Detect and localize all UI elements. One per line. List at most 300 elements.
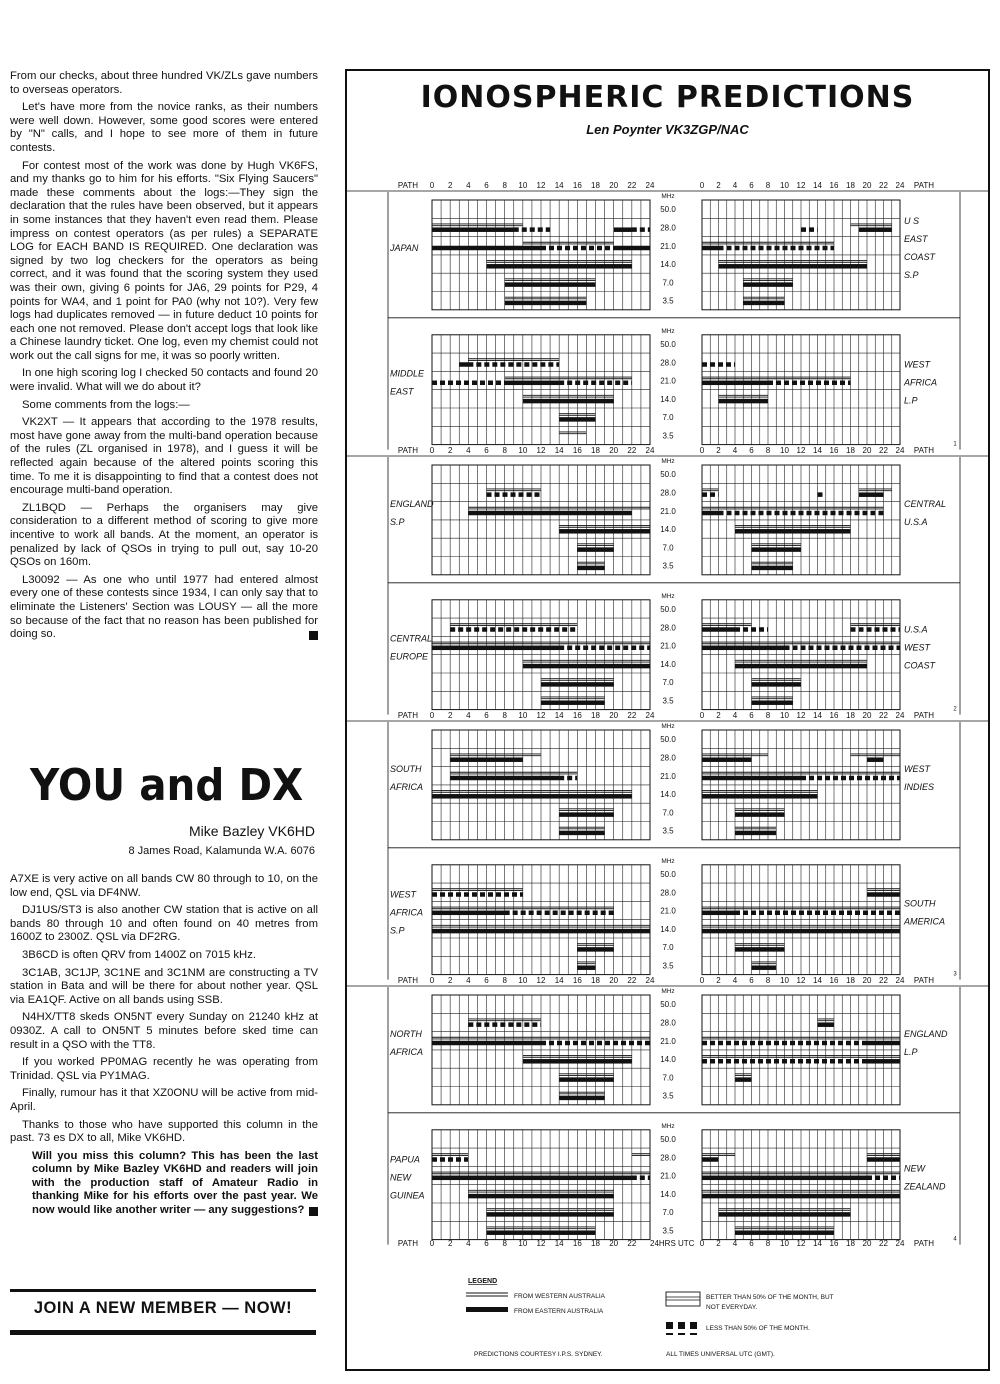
hour-label-left: 12 — [536, 181, 546, 190]
hour-label-left: 18 — [591, 181, 600, 190]
band-label: 21.0 — [660, 1036, 676, 1046]
east-aus-bar — [743, 282, 793, 287]
east-aus-bar — [432, 1041, 541, 1046]
path-name-left: NORTH — [390, 1028, 422, 1039]
path-label: PATH — [397, 181, 419, 190]
path-name-right: WEST — [904, 642, 930, 653]
dx-paragraph: If you worked PP0MAG recently he was operating from Trinidad. QSL via PY1MAG. — [10, 1056, 318, 1082]
east-aus-bar — [735, 947, 785, 952]
article-paragraph: ZL1BQD — Perhaps the organisers may give consideration to a different method of scoring to give more incentive to work all bands. At the moment, an operator is penalized by lack of QSOs in trying to pull out, say 10-20 QSOs on 160m. — [10, 501, 318, 569]
hour-label-left: 12 — [536, 711, 546, 720]
hour-label-right: 16 — [829, 1239, 839, 1248]
hour-label-left: 8 — [502, 711, 507, 720]
band-label: 7.0 — [662, 413, 674, 423]
east-aus-bar — [752, 700, 793, 705]
hour-label-left: 8 — [502, 446, 507, 455]
hour-label-right: 6 — [749, 976, 754, 985]
path-name-left: AFRICA — [390, 1046, 424, 1057]
east-aus-bar — [702, 1194, 900, 1199]
hour-label-left: 24 — [645, 711, 655, 720]
band-label: 50.0 — [660, 1134, 676, 1144]
legend-eastern-label: FROM EASTERN AUSTRALIA — [514, 1308, 604, 1315]
hour-label-left: 16 — [572, 181, 582, 190]
hour-label-left: 2 — [447, 976, 453, 985]
path-name-right: L.P — [904, 1046, 918, 1057]
hour-label-right: 12 — [796, 976, 806, 985]
hour-label-right: 4 — [732, 181, 738, 190]
east-aus-bar — [867, 892, 900, 897]
hour-label-right: 2 — [716, 1239, 721, 1248]
band-label: 3.5 — [662, 1091, 674, 1101]
band-label: 21.0 — [660, 1171, 676, 1181]
band-label: 7.0 — [662, 1073, 674, 1083]
hour-label-right: 18 — [846, 711, 855, 720]
dx-paragraph: DJ1US/ST3 is also another CW station that is active on all bands 80 through 10 and often found on 40 metres from 1600Z to 2300Z. QSL via DF2RG. — [10, 904, 318, 944]
hour-label-right: 0 — [699, 446, 705, 455]
hour-label-right: 16 — [829, 976, 839, 985]
band-label: 3.5 — [662, 826, 674, 836]
band-label: 7.0 — [662, 943, 674, 953]
hour-label-right: 20 — [862, 446, 872, 455]
hour-label-left: 24 — [645, 976, 655, 985]
legend-better-label: BETTER THAN 50% OF THE MONTH, BUT — [706, 1294, 834, 1301]
band-label: 28.0 — [660, 1153, 676, 1163]
hour-label-left: 2 — [447, 446, 453, 455]
hour-label-left: 16 — [572, 446, 582, 455]
path-name-right: U S — [904, 215, 920, 226]
east-aus-bar — [702, 911, 735, 916]
path-label: PATH — [397, 446, 419, 455]
hour-label-right: 12 — [796, 711, 806, 720]
band-label: 28.0 — [660, 888, 676, 898]
band-label: 14.0 — [660, 260, 676, 270]
hour-label-right: 2 — [716, 711, 721, 720]
hour-label-right: 8 — [765, 446, 771, 455]
hour-label-left: 0 — [429, 711, 435, 720]
east-aus-bar — [867, 1059, 900, 1064]
band-label: 3.5 — [662, 1226, 674, 1236]
east-aus-bar — [577, 566, 604, 571]
hour-label-left: 2 — [447, 181, 453, 190]
path-label: PATH — [913, 976, 935, 985]
path-name-right: EAST — [904, 233, 928, 244]
east-aus-bar — [541, 700, 605, 705]
east-aus-bar — [719, 1212, 851, 1217]
east-aus-bar — [505, 282, 596, 287]
band-label: 28.0 — [660, 1018, 676, 1028]
hour-label-left: 0 — [429, 446, 435, 455]
article-paragraph: Some comments from the logs:— — [22, 398, 190, 411]
hour-label-left: 22 — [627, 976, 637, 985]
east-aus-bar — [702, 929, 900, 934]
ionospheric-author: Len Poynter VK3ZGP/NAC — [586, 122, 749, 137]
path-name-right: AFRICA — [904, 377, 938, 388]
you-and-dx-title: YOU and DX — [30, 760, 304, 811]
path-name-left: EAST — [390, 386, 414, 397]
legend-times: ALL TIMES UNIVERSAL UTC (GMT). — [666, 1351, 775, 1358]
east-aus-bar — [432, 1176, 632, 1181]
east-aus-bar — [867, 757, 884, 762]
hour-label-left: 12 — [536, 1239, 546, 1248]
east-aus-bar — [859, 227, 892, 232]
east-aus-bar — [559, 1096, 604, 1101]
hour-label-right: 22 — [879, 976, 888, 985]
hour-label-left: 10 — [518, 181, 528, 190]
path-name-left: AFRICA — [390, 907, 424, 918]
path-name-left: MIDDLE — [390, 368, 425, 379]
hour-label-left: 6 — [484, 1239, 489, 1248]
hour-label-right: 22 — [879, 181, 888, 190]
band-label: 28.0 — [660, 623, 676, 633]
hour-label-right: 12 — [796, 446, 806, 455]
path-name-left: S.P — [390, 925, 405, 936]
hour-label-left: 18 — [591, 976, 600, 985]
legend-east-bar — [466, 1307, 508, 1312]
hour-label-right: 16 — [829, 181, 839, 190]
east-aus-bar — [450, 757, 523, 762]
hour-label-right: 4 — [732, 1239, 738, 1248]
band-label: 7.0 — [662, 678, 674, 688]
east-aus-bar — [702, 627, 735, 632]
legend-better-box — [666, 1292, 700, 1306]
join-banner: JOIN A NEW MEMBER — NOW! — [33, 1299, 293, 1317]
legend-less-label: LESS THAN 50% OF THE MONTH. — [706, 1325, 810, 1332]
mhz-label: MHz — [661, 193, 675, 200]
hour-label-left: 0 — [429, 181, 435, 190]
path-label: PATH — [397, 711, 419, 720]
east-aus-bar — [432, 929, 650, 934]
hour-label-right: 24 — [895, 711, 905, 720]
hour-label-right: 0 — [699, 711, 705, 720]
hour-label-right: 24 — [895, 1239, 905, 1248]
hour-label-right: 18 — [846, 1239, 855, 1248]
hour-label-right: 20 — [862, 1239, 872, 1248]
east-aus-bar — [432, 646, 559, 651]
article-paragraph: VK2XT — It appears that according to the 1978 results, most have gone away from the multi-band operation because of the rules (ZL organised in 1978), and I guess it will be reflected again because of the altered points scoring this time. To me it is disappointing to find that a contest does not encourage multi-band operation. — [10, 416, 318, 497]
hour-label-right: 0 — [699, 976, 705, 985]
mhz-label: MHz — [661, 592, 675, 600]
east-aus-bar — [702, 381, 768, 386]
path-name-right: U.S.A — [904, 516, 928, 527]
hour-label-left: 6 — [484, 446, 489, 455]
dx-paragraph: A7XE is very active on all bands CW 80 through to 10, on the low end, QSL via DF4NW. — [10, 873, 318, 899]
legend-less-mark — [678, 1322, 685, 1329]
hour-label-left: 6 — [484, 711, 489, 720]
hour-label-left: 8 — [502, 976, 507, 985]
path-name-right: INDIES — [904, 781, 935, 792]
hour-label-left: 0 — [429, 976, 435, 985]
hour-label-right: 14 — [813, 446, 822, 455]
band-label: 14.0 — [660, 659, 676, 669]
hour-label-right: 16 — [829, 711, 839, 720]
hour-label-left: 16 — [572, 1239, 582, 1248]
east-aus-bar — [818, 1022, 835, 1026]
east-aus-bar — [523, 399, 614, 404]
hour-label-left: 16 — [572, 976, 582, 985]
hour-label-right: 24 — [895, 446, 905, 455]
east-aus-bar — [702, 1176, 867, 1181]
mhz-label: MHz — [661, 458, 675, 465]
path-name-right: SOUTH — [904, 898, 936, 909]
hour-label-left: 22 — [627, 181, 637, 190]
east-aus-bar — [559, 831, 604, 836]
you-and-dx-address: 8 James Road, Kalamunda W.A. 6076 — [128, 845, 315, 857]
path-name-right: AMERICA — [904, 916, 946, 927]
mhz-label: MHz — [661, 988, 675, 995]
hour-label-right: 24 — [895, 976, 905, 985]
east-aus-bar — [505, 301, 587, 306]
legend-better-label-2: NOT EVERYDAY. — [706, 1304, 758, 1311]
hour-label-right: 22 — [879, 1239, 888, 1248]
path-label: PATH — [397, 976, 419, 985]
east-aus-bar — [432, 794, 632, 799]
hour-label-left: 18 — [591, 711, 600, 720]
mhz-label: MHz — [661, 327, 675, 335]
east-aus-bar — [702, 511, 719, 516]
hour-label-right: 6 — [749, 711, 754, 720]
hour-label-left: 0 — [429, 1239, 435, 1248]
legend-title: LEGEND — [468, 1278, 498, 1285]
band-label: 21.0 — [660, 771, 676, 781]
path-name-right: ZEALAND — [904, 1181, 946, 1192]
east-aus-bar — [719, 264, 868, 269]
east-aus-bar — [752, 566, 793, 571]
hour-label-left: 2 — [447, 1239, 453, 1248]
east-aus-bar — [735, 1077, 752, 1082]
hour-label-left: 14 — [554, 711, 564, 720]
east-aus-bar — [735, 812, 785, 817]
hour-label-left: 6 — [484, 181, 489, 190]
you-and-dx-author: Mike Bazley VK6HD — [188, 823, 315, 839]
path-name-left: NEW — [390, 1172, 411, 1183]
hour-label-left: 10 — [518, 711, 528, 720]
hour-label-left: 4 — [466, 711, 471, 720]
hour-label-right: 10 — [780, 446, 789, 455]
hour-label-right: 18 — [846, 976, 855, 985]
block-number: 1 — [953, 441, 957, 448]
path-name-left: S.P — [390, 516, 405, 527]
dx-paragraph: 3B6CD is often QRV from 1400Z on 7015 kHz. — [22, 948, 257, 961]
band-label: 14.0 — [660, 525, 676, 535]
east-aus-bar — [614, 227, 632, 232]
hour-label-right: 10 — [780, 1239, 789, 1248]
east-aus-bar — [735, 1230, 834, 1235]
east-aus-bar — [719, 399, 769, 404]
east-aus-bar — [487, 1212, 614, 1217]
east-aus-bar — [487, 1230, 596, 1235]
hour-label-right: 20 — [862, 976, 872, 985]
hour-label-left: 22 — [627, 1239, 637, 1248]
hour-label-right: 10 — [780, 976, 789, 985]
east-aus-bar — [559, 1077, 614, 1082]
band-label: 7.0 — [662, 278, 674, 288]
band-label: 21.0 — [660, 506, 676, 516]
hour-label-left: 20 — [609, 1239, 619, 1248]
hour-label-left: 8 — [502, 181, 507, 190]
east-aus-bar — [559, 529, 650, 534]
hour-label-right: 14 — [813, 181, 822, 190]
hour-label-right: 22 — [879, 446, 888, 455]
hour-label-left: 24 — [645, 446, 655, 455]
east-aus-bar — [487, 264, 632, 269]
path-label: PATH — [913, 446, 935, 455]
hour-label-right: 14 — [813, 976, 822, 985]
path-name-left: AFRICA — [390, 781, 424, 792]
east-aus-bar — [743, 301, 784, 306]
hour-label-left: 20 — [609, 181, 619, 190]
hour-label-left: 20 — [609, 711, 619, 720]
east-aus-bar — [735, 664, 867, 669]
path-label: PATH — [397, 1239, 419, 1248]
dx-paragraph: N4HX/TT8 skeds ON5NT every Sunday on 21240 kHz at 0930Z. A call to ON5NT 5 minutes before sked time can result in a QSO with the TT8. — [10, 1011, 318, 1051]
hour-label-left: 14 — [554, 1239, 564, 1248]
band-label: 50.0 — [660, 205, 676, 215]
east-aus-bar — [577, 947, 613, 952]
legend-less-mark — [666, 1322, 673, 1329]
band-label: 28.0 — [660, 488, 676, 498]
hour-label-left: 18 — [591, 1239, 600, 1248]
band-label: 50.0 — [660, 339, 676, 349]
east-aus-bar — [432, 911, 505, 916]
band-label: 21.0 — [660, 641, 676, 651]
article-paragraph-text: L30092 — As one who until 1977 had entered almost every one of these contests since 1934, I can only say that to eliminate the Listeners' Section was LOUSY — all the more so because of the fact that no reason has been published for doing so. — [10, 573, 318, 641]
east-aus-bar — [559, 417, 595, 422]
path-name-right: CENTRAL — [904, 498, 947, 509]
hour-label-right: 4 — [732, 976, 738, 985]
block-number: 4 — [953, 1236, 957, 1243]
hour-label-right: 4 — [732, 711, 738, 720]
band-label: 50.0 — [660, 735, 676, 745]
east-aus-bar — [752, 965, 777, 970]
path-name-right: COAST — [904, 660, 936, 671]
east-aus-bar — [702, 776, 801, 781]
legend-less-mark — [690, 1322, 697, 1329]
path-name-right: L.P — [904, 395, 918, 406]
mhz-label: MHz — [661, 1122, 675, 1130]
east-aus-bar — [505, 381, 559, 386]
hour-label-right: 8 — [765, 181, 771, 190]
hour-label-left: 10 — [518, 1239, 528, 1248]
mhz-label: MHz — [661, 857, 675, 865]
hour-label-right: 18 — [846, 446, 855, 455]
band-label: 28.0 — [660, 753, 676, 763]
band-label: 7.0 — [662, 1208, 674, 1218]
band-label: 14.0 — [660, 394, 676, 404]
hour-label-right: 8 — [765, 976, 771, 985]
east-aus-bar — [614, 246, 650, 251]
hour-label-right: 14 — [813, 1239, 822, 1248]
hour-label-left: 20 — [609, 976, 619, 985]
hour-label-left: 18 — [591, 446, 600, 455]
east-aus-bar — [468, 1194, 613, 1199]
path-name-right: ENGLAND — [904, 1028, 948, 1039]
hour-label-right: 6 — [749, 446, 754, 455]
hour-label-right: 10 — [780, 181, 789, 190]
east-aus-bar — [559, 812, 614, 817]
hour-label-left: 4 — [466, 976, 471, 985]
band-label: 3.5 — [662, 561, 674, 571]
band-label: 3.5 — [662, 696, 674, 706]
band-label: 7.0 — [662, 808, 674, 818]
path-name-left: WEST — [390, 889, 416, 900]
band-label: 7.0 — [662, 543, 674, 553]
legend-western-label: FROM WESTERN AUSTRALIA — [514, 1293, 606, 1300]
east-aus-bar — [459, 362, 468, 367]
path-name-right: COAST — [904, 251, 936, 262]
east-aus-bar — [867, 1041, 900, 1046]
band-label: 14.0 — [660, 1189, 676, 1199]
hour-label-left: 2 — [447, 711, 453, 720]
dx-paragraph: Finally, rumour has it that XZ0ONU will be active from mid-April. — [10, 1087, 318, 1113]
hour-label-right: 0 — [699, 181, 705, 190]
hour-label-left: 12 — [536, 976, 546, 985]
east-aus-bar — [735, 529, 851, 534]
hour-label-right: 20 — [862, 711, 872, 720]
path-name-right: S.P — [904, 269, 919, 280]
ionospheric-title: IONOSPHERIC PREDICTIONS — [420, 80, 915, 115]
path-label: PATH — [913, 181, 935, 190]
hour-label-left: 22 — [627, 711, 637, 720]
path-name-left: JAPAN — [390, 242, 419, 253]
east-aus-bar — [752, 547, 802, 552]
east-aus-bar — [867, 1157, 900, 1162]
east-aus-bar — [541, 682, 614, 687]
east-aus-bar — [752, 682, 802, 687]
path-name-right: WEST — [904, 763, 930, 774]
hour-label-right: 2 — [716, 976, 721, 985]
hour-label-left: 16 — [572, 711, 582, 720]
hour-label-right: 6 — [749, 181, 754, 190]
hour-label-left: 14 — [554, 181, 564, 190]
hour-label-left: 24HRS UTC — [650, 1239, 695, 1248]
band-label: 50.0 — [660, 470, 676, 480]
band-label: 3.5 — [662, 961, 674, 971]
editor-note-text: Will you miss this column? This has been the last column by Mike Bazley VK6HD and readers will join with the production staff of Amateur Radio in thanking Mike for his efforts over the past year. We now would like another writer — any suggestions? — [32, 1149, 318, 1217]
hour-label-left: 14 — [554, 976, 564, 985]
hour-label-left: 6 — [484, 976, 489, 985]
east-aus-bar — [702, 757, 752, 762]
hour-label-right: 12 — [796, 181, 806, 190]
east-aus-bar — [468, 511, 632, 516]
path-name-right: NEW — [904, 1163, 925, 1174]
path-name-left: ENGLAND — [390, 498, 434, 509]
hour-label-left: 14 — [554, 446, 564, 455]
legend-courtesy: PREDICTIONS COURTESY I.P.S. SYDNEY. — [474, 1351, 603, 1358]
hour-label-right: 14 — [813, 711, 822, 720]
hour-label-right: 4 — [732, 446, 738, 455]
article-paragraph: Let's have more from the novice ranks, as their numbers were well down. However, some good scores were entered by "N" calls, and I hope to see more of them in future contests. — [10, 101, 318, 154]
hour-label-left: 24 — [645, 181, 655, 190]
block-number: 3 — [953, 971, 957, 978]
path-name-left: SOUTH — [390, 763, 422, 774]
east-aus-bar — [859, 492, 884, 497]
east-aus-bar — [702, 646, 785, 651]
band-label: 3.5 — [662, 431, 674, 441]
east-aus-bar — [577, 547, 613, 552]
band-label: 28.0 — [660, 358, 676, 368]
east-aus-bar — [577, 965, 595, 970]
hour-label-left: 10 — [518, 976, 528, 985]
band-label: 28.0 — [660, 223, 676, 233]
east-aus-bar — [735, 831, 776, 836]
hour-label-right: 10 — [780, 711, 789, 720]
hour-label-right: 6 — [749, 1239, 754, 1248]
mhz-label: MHz — [661, 723, 675, 730]
band-label: 50.0 — [660, 869, 676, 879]
band-label: 50.0 — [660, 1000, 676, 1010]
hour-label-left: 12 — [536, 446, 546, 455]
path-name-right: U.S.A — [904, 624, 928, 635]
